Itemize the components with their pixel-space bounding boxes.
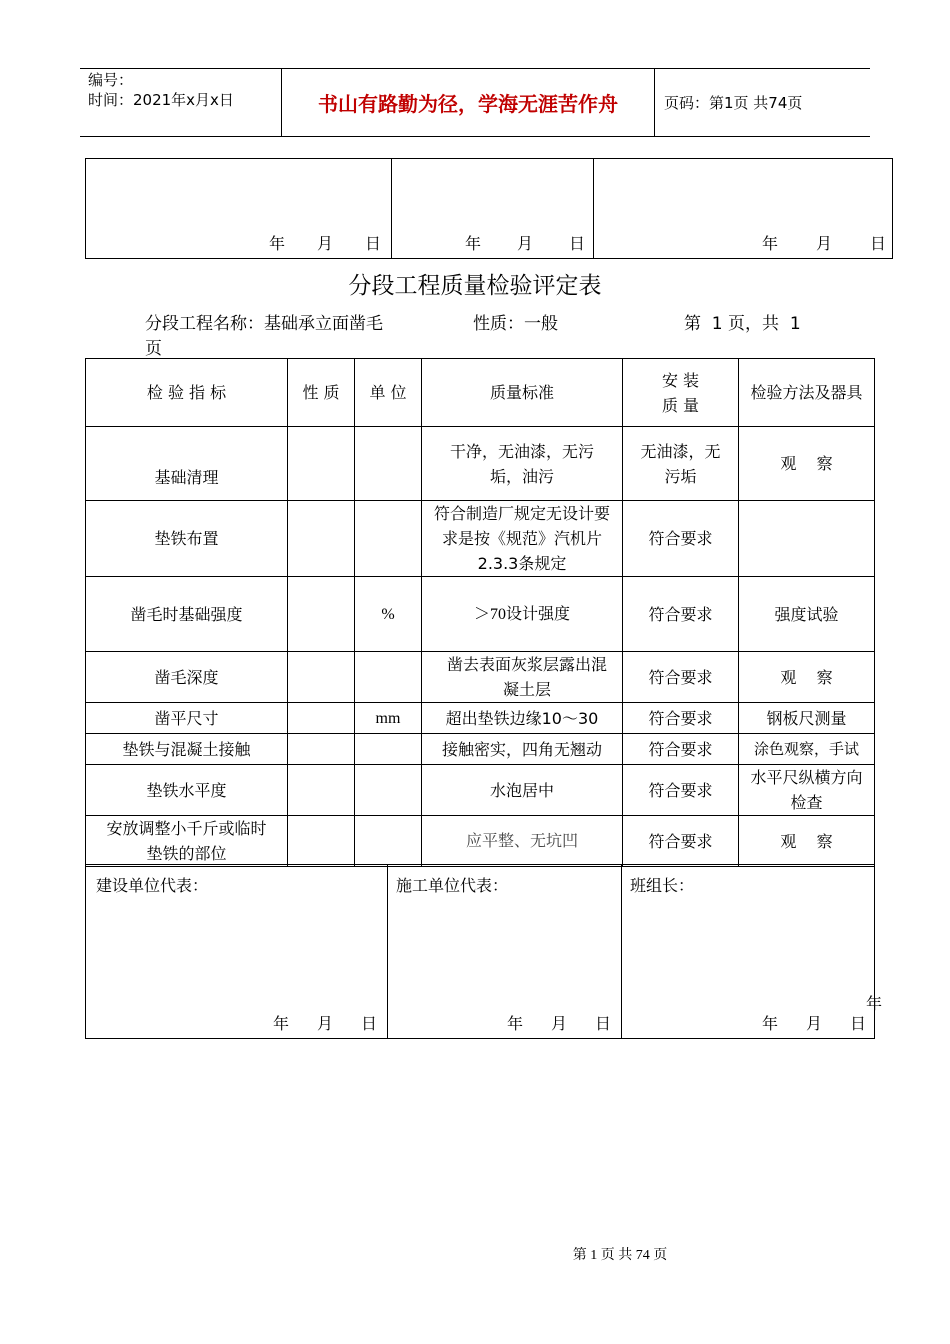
row-standard: 水泡居中 [422,765,623,816]
table-row [86,577,875,652]
date-month: 月 [805,1014,822,1033]
row-standard: 超出垫铁边缘10～30 [422,703,623,734]
header-bottom-rule [80,136,870,137]
row-quality: 符合要求 [623,765,739,816]
constructor-sign-cell [388,865,622,1039]
table-row [86,703,875,734]
doc-title: 分段工程质量检验评定表 [348,273,602,299]
top-sign-cell-2 [392,159,594,259]
row-property [288,765,355,816]
row-item: 垫铁布置 [86,501,288,577]
row-item: 凿平尺寸 [86,703,288,734]
row-unit [355,652,422,703]
row-method: 观 察 [739,652,875,703]
table-row [86,501,875,577]
table-row [86,652,875,703]
top-sign-cell-3 [594,159,893,259]
project-property: 性质：一般 [473,314,558,334]
col-header-quality: 安 装 质 量 [623,359,739,427]
team-leader-sign-cell [622,865,882,1039]
row-property [288,734,355,765]
date-row [507,1011,611,1036]
top-sign-table [85,158,893,259]
table-row [86,427,875,501]
date-row [465,231,585,256]
table-row [86,765,875,816]
date-day: 日 [360,1014,377,1033]
row-method: 钢板尺测量 [739,703,875,734]
date-year: 年 [272,1014,289,1033]
page-info-tail: 页 [145,339,162,359]
builder-sign-cell [86,865,388,1039]
row-item: 垫铁水平度 [86,765,288,816]
row-unit: mm [355,703,422,734]
date-month: 月 [550,1014,567,1033]
inspection-table [85,358,875,867]
row-standard: ＞70设计强度 [422,577,623,652]
col-header-standard: 质量标准 [422,359,623,427]
date-row [273,1011,377,1036]
row-method: 观 察 [739,816,875,867]
col-header-item: 检 验 指 标 [86,359,288,427]
date-year: 年 [464,234,481,253]
extra-year: 年 [865,994,882,1013]
row-quality: 符合要求 [623,501,739,577]
date-day: 日 [594,1014,611,1033]
header-page-label: 页码：第1页 共74页 [664,94,803,112]
header-slogan: 书山有路勤为径，学海无涯苦作舟 [318,92,618,116]
row-standard: 符合制造厂规定无设计要求是按《规范》汽机片2.3.3条规定 [422,501,623,577]
builder-label: 建设单位代表： [96,876,209,895]
date-day: 日 [869,234,886,253]
row-unit [355,765,422,816]
row-unit [355,816,422,867]
date-month: 月 [316,234,333,253]
row-quality: 符合要求 [623,577,739,652]
header-divider-right [654,68,655,136]
row-quality: 无油漆，无污垢 [623,427,739,501]
row-standard: 应平整、无坑凹 [422,816,623,867]
row-standard: 接触密实，四角无翘动 [422,734,623,765]
row-method: 水平尺纵横方向检查 [739,765,875,816]
row-method: 强度试验 [739,577,875,652]
top-sign-cell-1 [86,159,392,259]
row-item: 凿毛深度 [86,652,288,703]
row-property [288,816,355,867]
row-method [739,501,875,577]
date-year: 年 [761,1014,778,1033]
row-property [288,427,355,501]
row-unit [355,734,422,765]
header-top-rule [80,68,870,69]
row-item: 基础清理 [86,427,288,501]
date-year: 年 [506,1014,523,1033]
row-standard: 凿去表面灰浆层露出混凝土层 [422,652,623,703]
date-row [762,231,886,256]
row-property [288,501,355,577]
row-item: 凿毛时基础强度 [86,577,288,652]
date-month: 月 [516,234,533,253]
col-header-unit: 单 位 [355,359,422,427]
header-time-label: 时间：2021年x月x日 [88,91,234,109]
row-property [288,703,355,734]
row-unit [355,501,422,577]
row-method: 观 察 [739,427,875,501]
row-method: 涂色观察，手试 [739,734,875,765]
row-standard: 干净，无油漆，无污垢，油污 [422,427,623,501]
row-property [288,652,355,703]
date-year: 年 [761,234,778,253]
row-unit: % [355,577,422,652]
date-month: 月 [815,234,832,253]
date-row [762,1011,866,1036]
row-unit [355,427,422,501]
date-day: 日 [568,234,585,253]
team-leader-label: 班组长： [630,876,695,895]
row-item: 垫铁与混凝土接触 [86,734,288,765]
project-name: 分段工程名称：基础承立面凿毛 [145,314,383,334]
row-item: 安放调整小千斤或临时垫铁的部位 [86,816,288,867]
table-header-row [86,359,875,427]
table-row [86,734,875,765]
date-year: 年 [268,234,285,253]
col-header-property: 性 质 [288,359,355,427]
row-quality: 符合要求 [623,703,739,734]
footer-page [145,1246,950,1266]
signature-table [85,864,882,1039]
constructor-label: 施工单位代表： [396,876,509,895]
row-quality: 符合要求 [623,816,739,867]
page-info: 第 1 页，共 1 [684,314,801,334]
row-property [288,577,355,652]
col-header-method: 检验方法及器具 [739,359,875,427]
footer-page-text: 第 1 页 共 74 页 [572,1248,668,1263]
header-number-label: 编号： [88,71,134,89]
date-month: 月 [316,1014,333,1033]
row-quality: 符合要求 [623,652,739,703]
date-row [269,231,381,256]
table-row [86,816,875,867]
row-quality: 符合要求 [623,734,739,765]
date-day: 日 [364,234,381,253]
date-day: 日 [849,1014,866,1033]
